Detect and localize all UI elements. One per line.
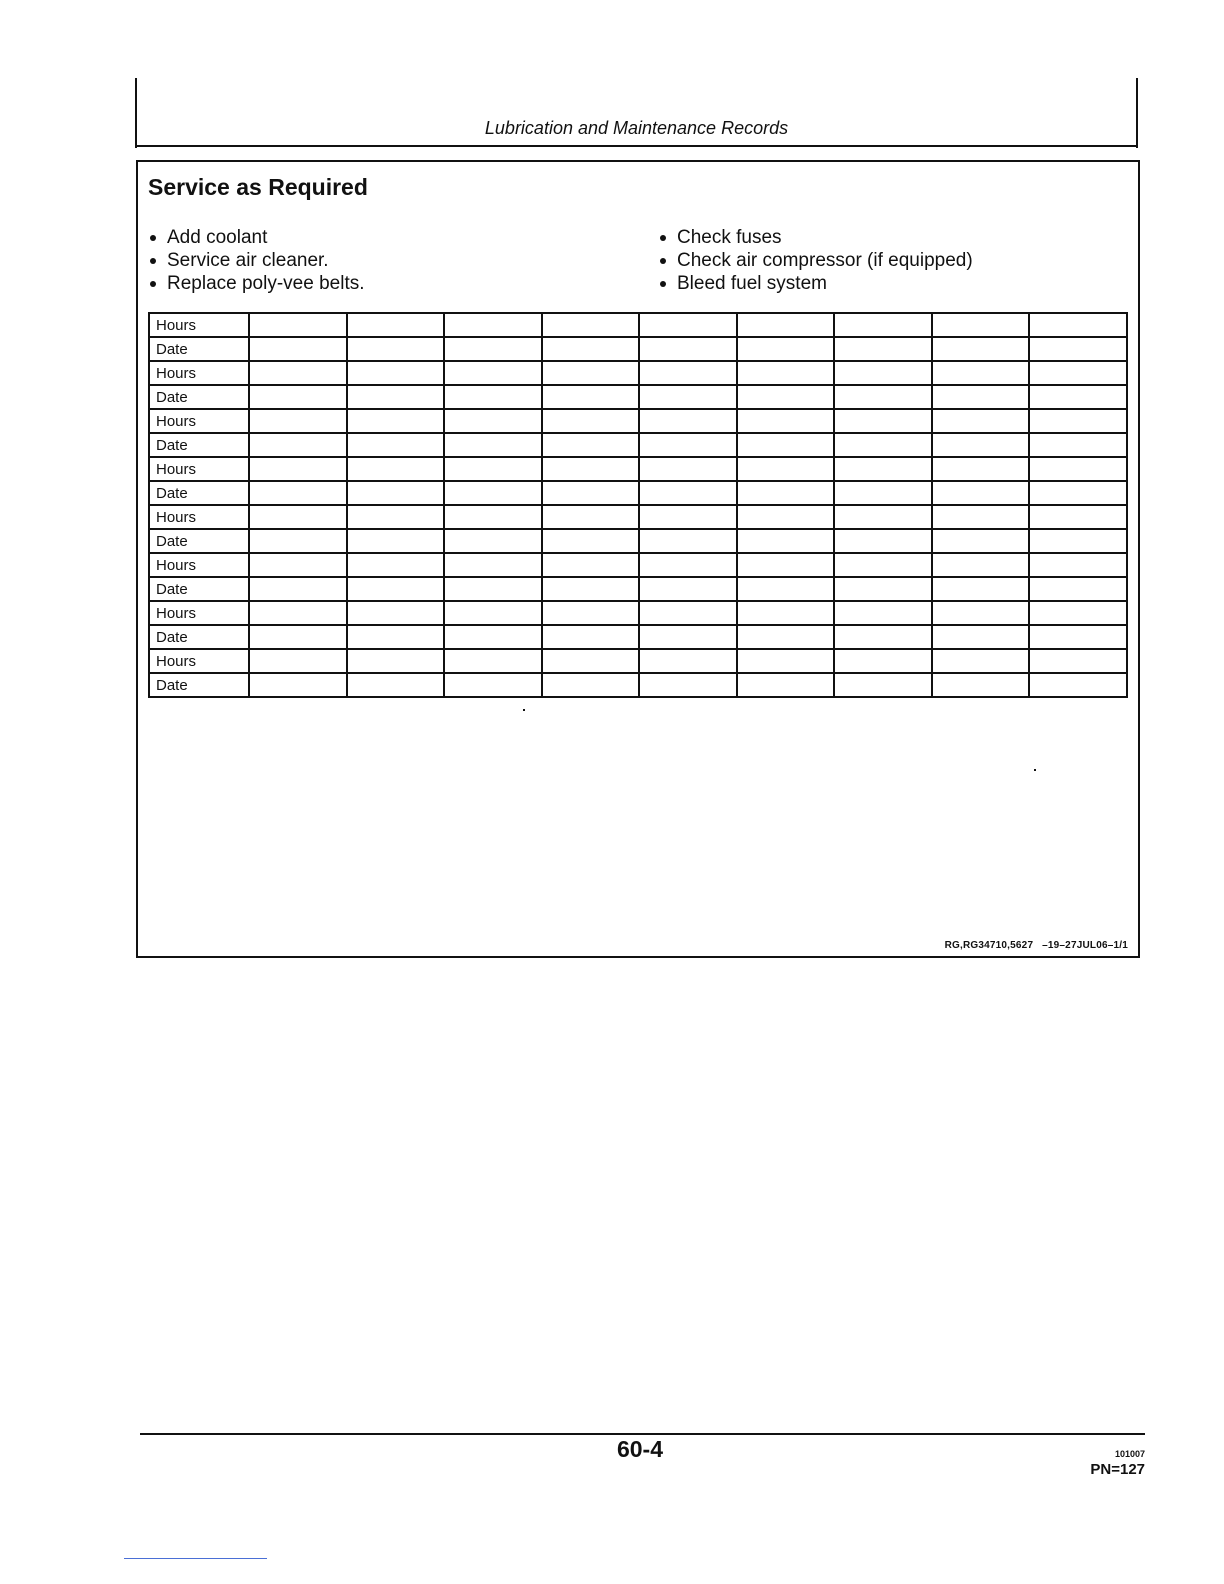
log-entry-cell[interactable]: [444, 601, 542, 625]
log-entry-cell[interactable]: [444, 505, 542, 529]
log-entry-cell[interactable]: [347, 529, 445, 553]
log-entry-cell[interactable]: [737, 481, 835, 505]
log-entry-cell[interactable]: [347, 361, 445, 385]
log-entry-cell[interactable]: [1029, 457, 1127, 481]
log-entry-cell[interactable]: [932, 385, 1030, 409]
log-row-label: Date: [149, 529, 249, 553]
log-entry-cell[interactable]: [249, 625, 347, 649]
log-entry-cell[interactable]: [1029, 409, 1127, 433]
log-row-label: Date: [149, 337, 249, 361]
log-entry-cell[interactable]: [444, 649, 542, 673]
log-entry-cell[interactable]: [542, 481, 640, 505]
log-entry-cell[interactable]: [639, 553, 737, 577]
log-row-label: Hours: [149, 361, 249, 385]
log-entry-cell[interactable]: [249, 529, 347, 553]
log-row-label: Date: [149, 625, 249, 649]
log-entry-cell[interactable]: [347, 385, 445, 409]
log-row-label: Date: [149, 385, 249, 409]
log-row: [149, 553, 1127, 577]
log-entry-cell[interactable]: [639, 673, 737, 697]
log-row-label: Hours: [149, 457, 249, 481]
log-entry-cell[interactable]: [737, 601, 835, 625]
log-row: [149, 361, 1127, 385]
service-item: Service air cleaner.: [148, 249, 365, 272]
log-row: [149, 385, 1127, 409]
section-title: Service as Required: [148, 174, 368, 200]
page-number: 60-4: [616, 1436, 664, 1462]
log-row-label: Hours: [149, 553, 249, 577]
log-entry-cell[interactable]: [932, 361, 1030, 385]
log-entry-cell[interactable]: [834, 625, 932, 649]
log-row-label: Hours: [149, 649, 249, 673]
log-entry-cell[interactable]: [1029, 361, 1127, 385]
log-entry-cell[interactable]: [249, 433, 347, 457]
log-entry-cell[interactable]: [542, 361, 640, 385]
log-entry-cell[interactable]: [444, 577, 542, 601]
log-entry-cell[interactable]: [932, 577, 1030, 601]
log-entry-cell[interactable]: [542, 457, 640, 481]
log-entry-cell[interactable]: [347, 409, 445, 433]
log-row: [149, 601, 1127, 625]
log-entry-cell[interactable]: [347, 673, 445, 697]
log-entry-cell[interactable]: [444, 337, 542, 361]
log-row-label: Hours: [149, 313, 249, 337]
log-row-label: Hours: [149, 601, 249, 625]
document-date-code: 101007: [1114, 1449, 1145, 1459]
log-row: [149, 577, 1127, 601]
log-entry-cell[interactable]: [834, 409, 932, 433]
log-entry-cell[interactable]: [737, 433, 835, 457]
log-entry-cell[interactable]: [249, 553, 347, 577]
log-entry-cell[interactable]: [639, 577, 737, 601]
log-entry-cell[interactable]: [347, 553, 445, 577]
log-entry-cell[interactable]: [347, 649, 445, 673]
log-entry-cell[interactable]: [834, 649, 932, 673]
log-row: [149, 505, 1127, 529]
log-entry-cell[interactable]: [639, 625, 737, 649]
log-entry-cell[interactable]: [542, 433, 640, 457]
log-row-label: Date: [149, 433, 249, 457]
log-entry-cell[interactable]: [932, 457, 1030, 481]
log-entry-cell[interactable]: [639, 361, 737, 385]
maintenance-log-table: [148, 312, 1128, 698]
log-entry-cell[interactable]: [444, 553, 542, 577]
log-entry-cell[interactable]: [737, 625, 835, 649]
log-entry-cell[interactable]: [737, 553, 835, 577]
log-entry-cell[interactable]: [542, 505, 640, 529]
log-entry-cell[interactable]: [1029, 673, 1127, 697]
log-row: [149, 409, 1127, 433]
log-entry-cell[interactable]: [834, 337, 932, 361]
log-entry-cell[interactable]: [639, 649, 737, 673]
log-entry-cell[interactable]: [347, 577, 445, 601]
log-row: [149, 625, 1127, 649]
log-entry-cell[interactable]: [834, 673, 932, 697]
log-row: [149, 313, 1127, 337]
log-entry-cell[interactable]: [542, 601, 640, 625]
log-entry-cell[interactable]: [542, 649, 640, 673]
log-entry-cell[interactable]: [542, 673, 640, 697]
log-row-label: Date: [149, 673, 249, 697]
log-entry-cell[interactable]: [932, 601, 1030, 625]
log-entry-cell[interactable]: [639, 457, 737, 481]
scan-speck: [1034, 769, 1036, 771]
log-entry-cell[interactable]: [249, 505, 347, 529]
log-entry-cell[interactable]: [249, 409, 347, 433]
log-entry-cell[interactable]: [347, 337, 445, 361]
log-entry-cell[interactable]: [249, 649, 347, 673]
log-entry-cell[interactable]: [834, 433, 932, 457]
log-entry-cell[interactable]: [444, 409, 542, 433]
log-row: [149, 673, 1127, 697]
log-entry-cell[interactable]: [444, 673, 542, 697]
log-entry-cell[interactable]: [542, 385, 640, 409]
log-entry-cell[interactable]: [542, 529, 640, 553]
service-item: Replace poly-vee belts.: [148, 272, 365, 295]
service-list-left: [148, 226, 365, 295]
log-entry-cell[interactable]: [347, 313, 445, 337]
log-entry-cell[interactable]: [1029, 385, 1127, 409]
log-entry-cell[interactable]: [737, 385, 835, 409]
service-item: Check fuses: [658, 226, 973, 249]
log-entry-cell[interactable]: [737, 313, 835, 337]
log-entry-cell[interactable]: [347, 481, 445, 505]
log-entry-cell[interactable]: [542, 553, 640, 577]
log-entry-cell[interactable]: [834, 529, 932, 553]
header-rule: [135, 145, 1138, 147]
log-entry-cell[interactable]: [932, 481, 1030, 505]
log-entry-cell[interactable]: [1029, 649, 1127, 673]
log-entry-cell[interactable]: [347, 625, 445, 649]
log-row: [149, 529, 1127, 553]
log-entry-cell[interactable]: [249, 601, 347, 625]
log-entry-cell[interactable]: [834, 601, 932, 625]
log-entry-cell[interactable]: [444, 529, 542, 553]
log-entry-cell[interactable]: [737, 577, 835, 601]
log-entry-cell[interactable]: [1029, 601, 1127, 625]
log-entry-cell[interactable]: [737, 361, 835, 385]
log-row: [149, 649, 1127, 673]
log-entry-cell[interactable]: [932, 409, 1030, 433]
log-entry-cell[interactable]: [834, 457, 932, 481]
service-item: Bleed fuel system: [658, 272, 973, 295]
log-row: [149, 481, 1127, 505]
log-entry-cell[interactable]: [932, 505, 1030, 529]
scan-speck: [523, 709, 525, 711]
log-entry-cell[interactable]: [444, 433, 542, 457]
log-entry-cell[interactable]: [834, 313, 932, 337]
log-entry-cell[interactable]: [249, 313, 347, 337]
log-entry-cell[interactable]: [1029, 577, 1127, 601]
log-entry-cell[interactable]: [1029, 529, 1127, 553]
log-entry-cell[interactable]: [834, 385, 932, 409]
log-entry-cell[interactable]: [249, 481, 347, 505]
log-entry-cell[interactable]: [834, 481, 932, 505]
log-entry-cell[interactable]: [639, 529, 737, 553]
log-entry-cell[interactable]: [1029, 625, 1127, 649]
log-entry-cell[interactable]: [639, 385, 737, 409]
footer-rule: [140, 1433, 1145, 1435]
log-entry-cell[interactable]: [639, 337, 737, 361]
log-entry-cell[interactable]: [249, 673, 347, 697]
log-entry-cell[interactable]: [737, 649, 835, 673]
log-entry-cell[interactable]: [444, 313, 542, 337]
service-item: Check air compressor (if equipped): [658, 249, 973, 272]
log-row: [149, 457, 1127, 481]
log-entry-cell[interactable]: [249, 577, 347, 601]
log-entry-cell[interactable]: [1029, 337, 1127, 361]
log-entry-cell[interactable]: [542, 577, 640, 601]
log-entry-cell[interactable]: [639, 505, 737, 529]
log-entry-cell[interactable]: [932, 553, 1030, 577]
log-row-label: Hours: [149, 505, 249, 529]
log-row: [149, 337, 1127, 361]
log-entry-cell[interactable]: [1029, 433, 1127, 457]
log-entry-cell[interactable]: [1029, 313, 1127, 337]
log-entry-cell[interactable]: [834, 505, 932, 529]
service-item: Add coolant: [148, 226, 365, 249]
log-entry-cell[interactable]: [737, 529, 835, 553]
log-entry-cell[interactable]: [737, 505, 835, 529]
log-entry-cell[interactable]: [542, 409, 640, 433]
log-entry-cell[interactable]: [444, 481, 542, 505]
log-entry-cell[interactable]: [347, 433, 445, 457]
log-entry-cell[interactable]: [249, 457, 347, 481]
log-entry-cell[interactable]: [1029, 553, 1127, 577]
log-entry-cell[interactable]: [444, 385, 542, 409]
log-entry-cell[interactable]: [932, 649, 1030, 673]
log-entry-cell[interactable]: [932, 529, 1030, 553]
log-entry-cell[interactable]: [737, 337, 835, 361]
reference-code: RG,RG34710,5627 –19–27JUL06–1/1: [944, 940, 1128, 951]
log-entry-cell[interactable]: [834, 577, 932, 601]
log-entry-cell[interactable]: [737, 673, 835, 697]
log-entry-cell[interactable]: [639, 601, 737, 625]
log-entry-cell[interactable]: [737, 409, 835, 433]
log-entry-cell[interactable]: [639, 409, 737, 433]
log-row-label: Date: [149, 481, 249, 505]
log-entry-cell[interactable]: [1029, 481, 1127, 505]
log-entry-cell[interactable]: [444, 457, 542, 481]
log-entry-cell[interactable]: [542, 337, 640, 361]
log-entry-cell[interactable]: [639, 313, 737, 337]
log-entry-cell[interactable]: [639, 481, 737, 505]
log-entry-cell[interactable]: [444, 361, 542, 385]
log-entry-cell[interactable]: [932, 673, 1030, 697]
log-entry-cell[interactable]: [834, 361, 932, 385]
page-header-title: Lubrication and Maintenance Records: [484, 118, 789, 138]
page-pn: PN=127: [1090, 1461, 1145, 1478]
log-entry-cell[interactable]: [444, 625, 542, 649]
log-entry-cell[interactable]: [347, 601, 445, 625]
log-entry-cell[interactable]: [249, 385, 347, 409]
log-entry-cell[interactable]: [1029, 505, 1127, 529]
log-entry-cell[interactable]: [542, 313, 640, 337]
log-entry-cell[interactable]: [932, 337, 1030, 361]
log-row-label: Date: [149, 577, 249, 601]
log-entry-cell[interactable]: [347, 457, 445, 481]
log-entry-cell[interactable]: [249, 337, 347, 361]
log-row-label: Hours: [149, 409, 249, 433]
log-entry-cell[interactable]: [542, 625, 640, 649]
log-entry-cell[interactable]: [347, 505, 445, 529]
service-list-right: [658, 226, 973, 295]
log-entry-cell[interactable]: [639, 433, 737, 457]
log-entry-cell[interactable]: [932, 625, 1030, 649]
scan-edge-line: [124, 1558, 267, 1559]
log-entry-cell[interactable]: [737, 457, 835, 481]
log-entry-cell[interactable]: [834, 553, 932, 577]
log-entry-cell[interactable]: [932, 313, 1030, 337]
log-entry-cell[interactable]: [932, 433, 1030, 457]
log-entry-cell[interactable]: [249, 361, 347, 385]
log-row: [149, 433, 1127, 457]
